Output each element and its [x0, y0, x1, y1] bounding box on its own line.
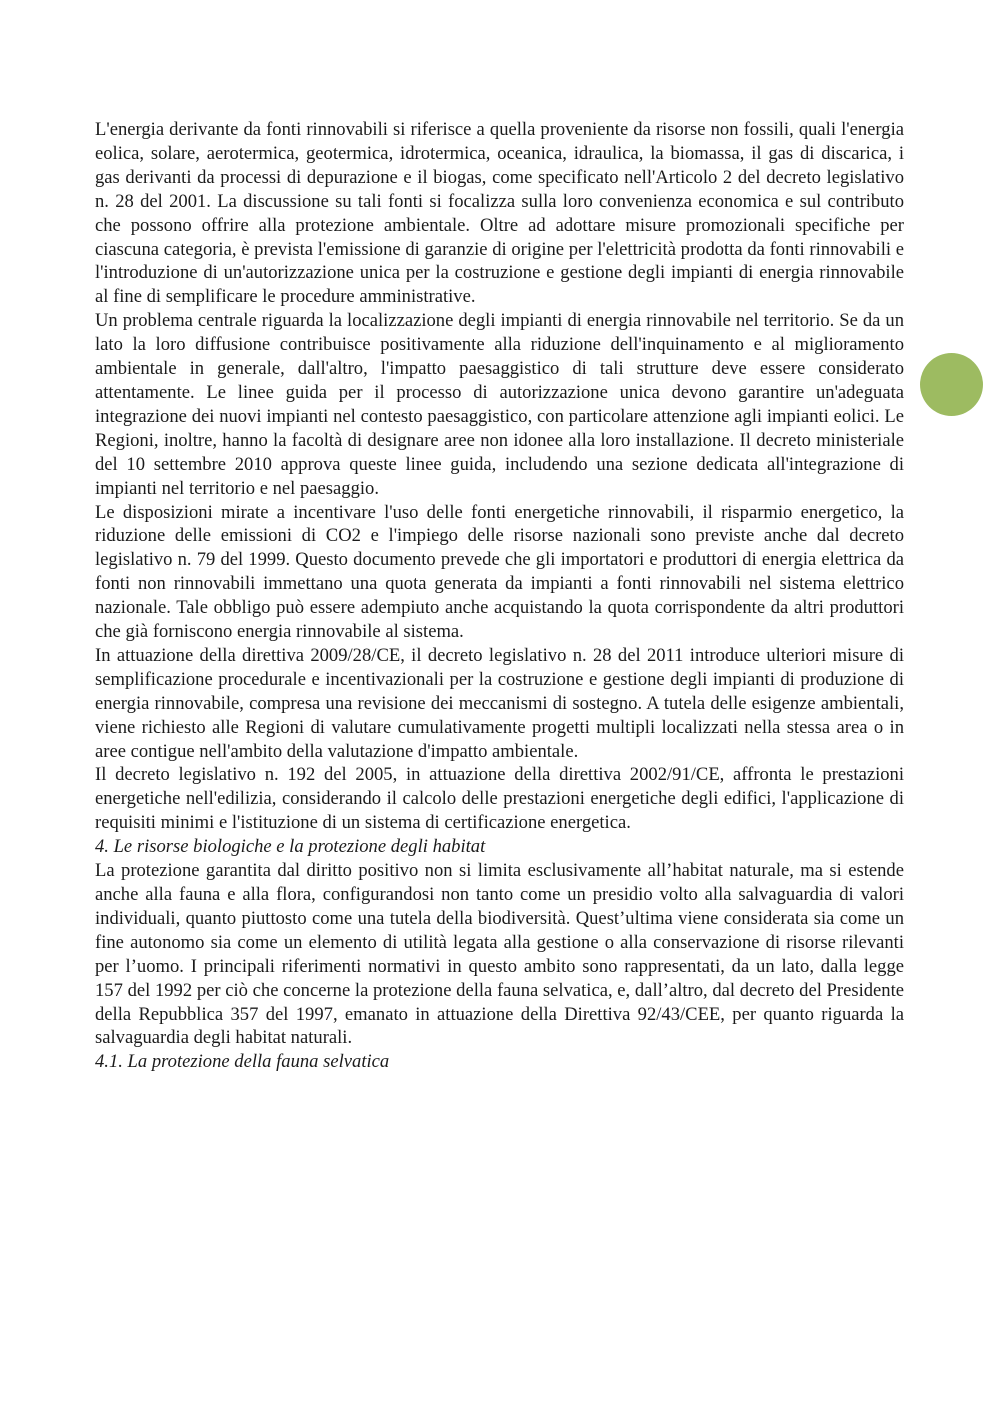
paragraph-incentive-provisions: Le disposizioni mirate a incentivare l'uso delle fonti energetiche rinnovabili, il risparmio energetico, la riduzione delle emissioni di CO2 e l'impiego delle risorse nazionali sono previste anche dal decreto legislativo n. 79 del 1999. Questo documento prevede che gli importatori e produttori di energia elettrica da fonti non rinnovabili immettano una quota generata da impianti a fonti rinnovabili nel sistema elettrico nazionale. Tale obbligo può essere adempiuto anche acquistando la quota corrispondente da altri produttori che già forniscono energia rinnovabile al sistema.: [95, 501, 904, 643]
section-heading-biological-resources: 4. Le risorse biologiche e la protezione degli habitat: [95, 836, 486, 858]
paragraph-habitat-protection: La protezione garantita dal diritto positivo non si limita esclusivamente all’habitat naturale, ma si estende anche alla fauna e alla flora, configurandosi non tanto come un presidio volto alla salvaguardia di valori individuali, quanto piuttosto come una tutela della biodiversità. Quest’ultima viene considerata sia come un fine autonomo sia come un elemento di utilità legata alla gestione o alla conservazione di risorse rilevanti per l’uomo. I principali riferimenti normativi in questo ambito sono rappresentati, da un lato, dalla legge 157 del 1992 per ciò che concerne la protezione della fauna selvatica, e, dall’altro, dal decreto del Presidente della Repubblica 357 del 1997, emanato in attuazione della Direttiva 92/43/CEE, per quanto riguarda la salvaguardia degli habitat naturali.: [95, 860, 904, 1049]
document-body: [95, 118, 904, 1074]
paragraph-energy-performance-buildings: Il decreto legislativo n. 192 del 2005, in attuazione della direttiva 2002/91/CE, affronta le prestazioni energetiche nell'edilizia, considerando il calcolo delle prestazioni energetiche degli edifici, l'applicazione di requisiti minimi e l'istituzione di un sistema di certificazione energetica.: [95, 764, 904, 834]
paragraph-plant-localization: Un problema centrale riguarda la localizzazione degli impianti di energia rinnovabile nel territorio. Se da un lato la loro diffusione contribuisce positivamente alla riduzione dell'inquinamento e al miglioramento ambientale in generale, dall'altro, l'impatto paesaggistico di tali strutture deve essere considerato attentamente. Le linee guida per il processo di autorizzazione unica devono garantire un'adeguata integrazione dei nuovi impianti nel contesto paesaggistico, con particolare attenzione agli impianti eolici. Le Regioni, inoltre, hanno la facoltà di designare aree non idonee alla loro installazione. Il decreto ministeriale del 10 settembre 2010 approva queste linee guida, includendo una sezione dedicata all'integrazione di impianti nel territorio e nel paesaggio.: [95, 310, 904, 499]
decorative-green-dot: [920, 353, 983, 416]
paragraph-renewable-energy-definition: L'energia derivante da fonti rinnovabili si riferisce a quella proveniente da risorse non fossili, quali l'energia eolica, solare, aerotermica, geotermica, idrotermica, oceanica, idraulica, la biomassa, il gas di discarica, i gas derivanti da processi di depurazione e il biogas, come specificato nell'Articolo 2 del decreto legislativo n. 28 del 2001. La discussione su tali fonti si focalizza sulla loro convenienza economica e sul contributo che possono offrire alla protezione ambientale. Oltre ad adottare misure promozionali specifiche per ciascuna categoria, è prevista l'emissione di garanzie di origine per l'elettricità prodotta da fonti rinnovabili e l'introduzione di un'autorizzazione unica per la costruzione e gestione degli impianti di energia rinnovabile al fine di semplificare le procedure amministrative.: [95, 119, 904, 308]
paragraph-directive-2009-28: In attuazione della direttiva 2009/28/CE, il decreto legislativo n. 28 del 2011 introduce ulteriori misure di semplificazione procedurale e incentivazionali per la costruzione e gestione degli impianti di produzione di energia rinnovabile, compresa una revisione dei meccanismi di sostegno. A tutela delle esigenze ambientali, viene richiesto alle Regioni di valutare cumulativamente progetti multipli localizzati nella stessa area o in aree contigue nell'ambito della valutazione d'impatto ambientale.: [95, 644, 904, 762]
subsection-heading-wild-fauna: 4.1. La protezione della fauna selvatica: [95, 1051, 390, 1073]
